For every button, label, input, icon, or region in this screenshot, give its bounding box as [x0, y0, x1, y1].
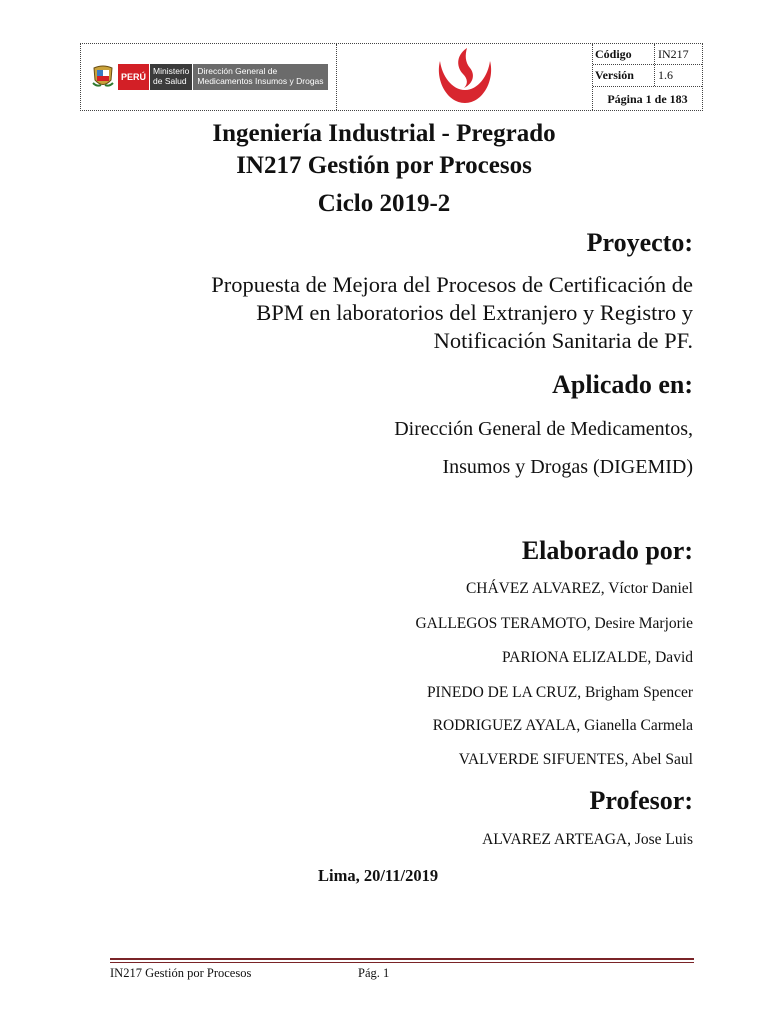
upc-logo-icon — [433, 46, 497, 108]
title-course: IN217 Gestión por Procesos — [236, 152, 532, 179]
footer-rule-thin — [110, 962, 694, 963]
applied-line-2: Insumos y Drogas (DIGEMID) — [442, 456, 693, 478]
project-line-2: BPM en laboratorios del Extranjero y Registro y — [256, 300, 693, 325]
code-value: IN217 — [658, 47, 689, 61]
ministry-line-1: Ministerio — [153, 66, 190, 76]
title-program: Ingeniería Industrial - Pregrado — [212, 120, 556, 147]
directorate-line-1: Dirección General de — [197, 66, 278, 76]
version-value: 1.6 — [658, 68, 673, 83]
footer-page-number: Pág. 1 — [358, 966, 390, 980]
footer-rule — [110, 958, 694, 960]
project-description — [113, 271, 693, 355]
author-item: PINEDO DE LA CRUZ, Brigham Spencer — [426, 684, 693, 701]
minsa-logo-cell — [81, 44, 337, 110]
document-header-table — [80, 43, 703, 111]
author-item: PARIONA ELIZALDE, David — [501, 649, 693, 666]
document-info-cell — [593, 44, 702, 110]
footer-course: IN217 Gestión por Procesos — [110, 966, 252, 980]
author-item: GALLEGOS TERAMOTO, Desire Marjorie — [415, 615, 693, 632]
author-item: RODRIGUEZ AYALA, Gianella Carmela — [432, 717, 693, 734]
ministry-label — [149, 64, 192, 90]
project-line-1: Propuesta de Mejora del Procesos de Certificación de — [211, 272, 693, 297]
code-label: Código — [593, 44, 655, 64]
author-item: CHÁVEZ ALVAREZ, Víctor Daniel — [465, 580, 693, 597]
ministry-line-2: de Salud — [153, 76, 187, 86]
applied-line-1: Dirección General de Medicamentos, — [394, 418, 693, 440]
page-count: Página 1 de 183 — [607, 91, 688, 106]
code-row — [593, 44, 702, 65]
applied-heading: Aplicado en: — [552, 370, 693, 399]
peru-coat-of-arms-icon — [91, 63, 115, 91]
minsa-digemid-logo — [91, 62, 328, 92]
project-heading: Proyecto: — [586, 228, 693, 257]
version-label: Versión — [593, 65, 655, 85]
peru-label: PERÚ — [118, 64, 149, 90]
professor-name: ALVAREZ ARTEAGA, Jose Luis — [482, 831, 693, 848]
place-date: Lima, 20/11/2019 — [318, 866, 439, 885]
directorate-line-2: Medicamentos Insumos y Drogas — [197, 76, 324, 86]
version-row — [593, 65, 702, 86]
page-row — [593, 87, 702, 110]
directorate-label — [192, 64, 327, 90]
authors-heading: Elaborado por: — [521, 536, 693, 565]
upc-logo-cell — [337, 44, 593, 110]
professor-heading: Profesor: — [589, 786, 693, 815]
author-item: VALVERDE SIFUENTES, Abel Saul — [458, 751, 693, 768]
title-cycle: Ciclo 2019-2 — [317, 190, 451, 217]
project-line-3: Notificación Sanitaria de PF. — [433, 328, 693, 353]
